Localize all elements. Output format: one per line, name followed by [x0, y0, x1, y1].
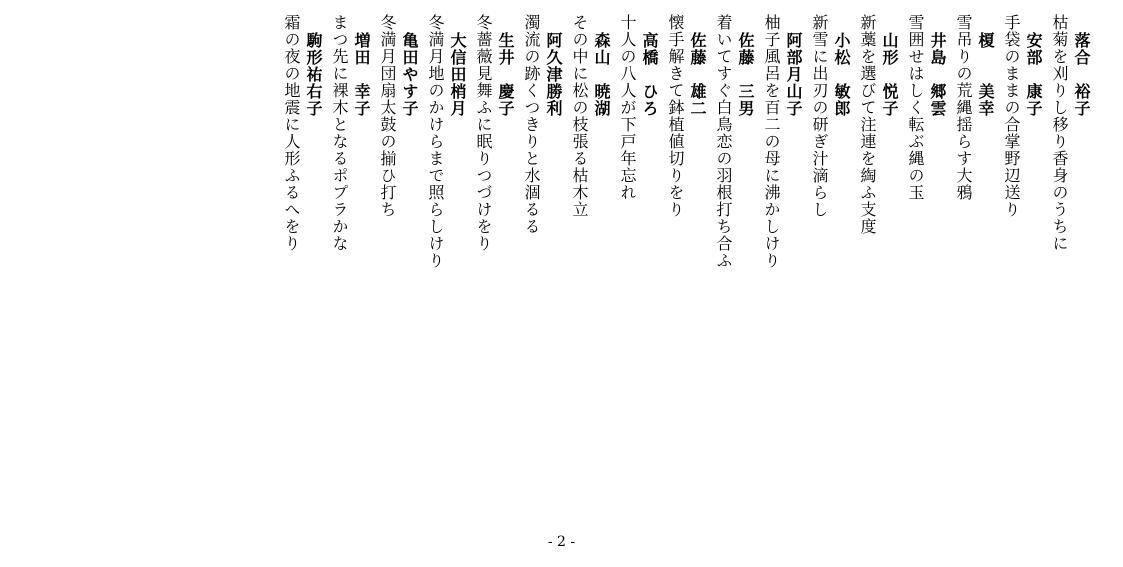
haiku-list [283, 14, 1089, 269]
haiku-text: 十人の八人が下戸年忘れ [618, 14, 637, 201]
haiku-text: その中に松の枝張る枯木立 [570, 14, 589, 218]
author-name: 高橋 ひろ [640, 32, 659, 117]
haiku-text: 着いてすぐ白鳥恋の羽根打ち合ふ [714, 14, 733, 269]
haiku-text: 柚子風呂を百二の母に沸かしけり [762, 14, 781, 269]
author-name: 増田 幸子 [352, 32, 371, 117]
author-name: 井島 郷雲 [928, 32, 947, 117]
haiku-entry [955, 14, 993, 201]
haiku-text: 雪吊りの荒縄揺らす大鴉 [954, 14, 973, 201]
author-name: 山形 悦子 [880, 32, 899, 117]
haiku-text: 霜の夜の地震に人形ふるへをり [282, 14, 301, 252]
haiku-text: 冬薔薇見舞ふに眠りつづけをり [474, 14, 493, 252]
haiku-entry [1003, 14, 1041, 218]
author-name: 佐藤 雄二 [688, 32, 707, 117]
haiku-entry [571, 14, 609, 218]
haiku-entry [475, 14, 513, 252]
haiku-text: 濁流の跡くつきりと水涸るる [522, 14, 541, 235]
haiku-entry [427, 14, 465, 269]
haiku-text: 枯菊を刈りし移り香身のうちに [1050, 14, 1069, 252]
author-name: 榎 美幸 [976, 32, 995, 117]
haiku-entry [379, 14, 417, 218]
haiku-entry [331, 14, 369, 252]
haiku-entry [715, 14, 753, 269]
haiku-text: 新藁を選びて注連を綯ふ支度 [858, 14, 877, 235]
author-name: 阿部月山子 [784, 32, 803, 117]
haiku-entry [763, 14, 801, 269]
author-name: 小松 敏郎 [832, 32, 851, 117]
haiku-entry [283, 14, 321, 252]
haiku-text: 懐手解きて鉢植値切りをり [666, 14, 685, 218]
author-name: 森山 暁湖 [592, 32, 611, 117]
haiku-text: 冬満月地のかけらまで照らしけり [426, 14, 445, 269]
haiku-entry [667, 14, 705, 218]
haiku-text: 冬満月団扇太鼓の揃ひ打ち [378, 14, 397, 218]
haiku-entry [523, 14, 561, 235]
page-number: - 2 - [547, 534, 576, 550]
author-name: 大信田梢月 [448, 32, 467, 117]
haiku-entry [859, 14, 897, 235]
haiku-text: まつ先に裸木となるポプラかな [330, 14, 349, 252]
author-name: 亀田やす子 [400, 32, 419, 117]
haiku-text: 手袋のままの合掌野辺送り [1002, 14, 1021, 218]
haiku-entry [619, 14, 657, 201]
author-name: 落合 裕子 [1072, 32, 1091, 117]
author-name: 安部 康子 [1024, 32, 1043, 117]
haiku-entry [811, 14, 849, 218]
haiku-entry [1051, 14, 1089, 252]
author-name: 佐藤 三男 [736, 32, 755, 117]
author-name: 生井 慶子 [496, 32, 515, 117]
haiku-entry [907, 14, 945, 201]
haiku-text: 新雪に出刃の研ぎ汁滴らし [810, 14, 829, 218]
author-name: 阿久津勝利 [544, 32, 563, 117]
haiku-text: 雪囲せはしく転ぶ縄の玉 [906, 14, 925, 201]
author-name: 駒形祐右子 [304, 32, 323, 117]
